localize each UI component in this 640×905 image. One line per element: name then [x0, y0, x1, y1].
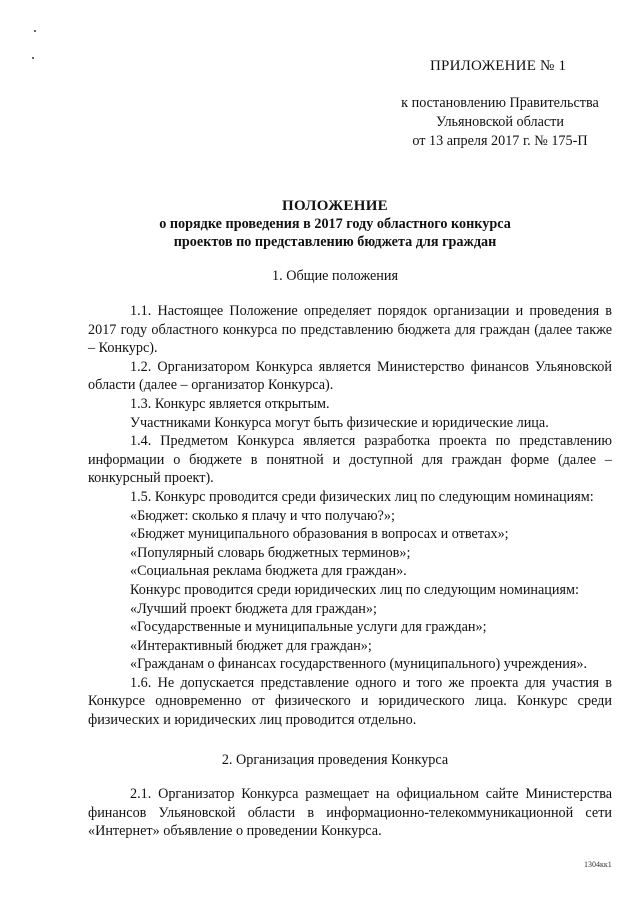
scan-speck	[34, 30, 36, 32]
page-code: 1304кк1	[584, 860, 612, 869]
scan-speck	[32, 57, 34, 59]
paragraph: 1.4. Предметом Конкурса является разработка проекта по представлению информации о бюджете в понятной и доступной для граждан форме (далее – конкурсный проект).	[88, 433, 612, 487]
section-title: 2. Организация проведения Конкурса	[221, 752, 449, 768]
document-subtitle: проектов по представлению бюджета для граждан	[173, 234, 497, 250]
paragraph: 1.5. Конкурс проводится среди физических лиц по следующим номинациям:	[130, 488, 594, 505]
paragraph: 1.6. Не допускается представление одного и того же проекта для участия в Конкурсе одновременно от физического и юридического лица. Конкурс среди физических и юридических лиц проводится отдельно.	[88, 674, 612, 729]
nomination-item: «Гражданам о финансах государственного (муниципального) учреждения».	[130, 656, 588, 673]
paragraph: 1.3. Конкурс является открытым.	[130, 395, 330, 412]
nomination-item: «Бюджет: сколько я плачу и что получаю?»;	[130, 507, 395, 524]
document-title: ПОЛОЖЕНИЕ	[282, 198, 388, 214]
annex-ref-line: к постановлению Правительства	[401, 95, 599, 111]
annex-ref-line: от 13 апреля 2017 г. № 175-П	[412, 133, 588, 149]
nomination-item: «Социальная реклама бюджета для граждан».	[130, 563, 407, 580]
annex-title: ПРИЛОЖЕНИЕ № 1	[430, 58, 567, 74]
nomination-item: «Популярный словарь бюджетных терминов»;	[130, 544, 411, 561]
annex-ref-line: Ульяновской области	[436, 114, 564, 130]
paragraph: 1.2. Организатором Конкурса является Министерство финансов Ульяновской области (далее – организатор Конкурса).	[88, 358, 612, 394]
section-title: 1. Общие положения	[272, 268, 398, 284]
paragraph: 2.1. Организатор Конкурса размещает на официальном сайте Министерства финансов Ульяновской области в информационно-телекоммуникационной сети «Интернет» объявление о проведении Конкурса.	[88, 786, 612, 840]
document-subtitle: о порядке проведения в 2017 году областного конкурса	[159, 216, 511, 232]
paragraph: Участниками Конкурса могут быть физические и юридические лица.	[130, 414, 549, 431]
nomination-item: «Бюджет муниципального образования в вопросах и ответах»;	[130, 526, 509, 543]
paragraph: Конкурс проводится среди юридических лиц по следующим номинациям:	[130, 581, 579, 598]
section-body	[88, 785, 612, 841]
section-body	[88, 302, 612, 730]
nomination-item: «Государственные и муниципальные услуги для граждан»;	[130, 619, 487, 636]
nomination-item: «Интерактивный бюджет для граждан»;	[130, 637, 372, 654]
paragraph: 1.1. Настоящее Положение определяет порядок организации и проведения в 2017 году областного конкурса по представлению бюджета для граждан (далее также – Конкурс).	[88, 303, 612, 357]
nomination-item: «Лучший проект бюджета для граждан»;	[130, 600, 377, 617]
annex-reference	[380, 94, 620, 151]
document-heading	[60, 197, 610, 251]
